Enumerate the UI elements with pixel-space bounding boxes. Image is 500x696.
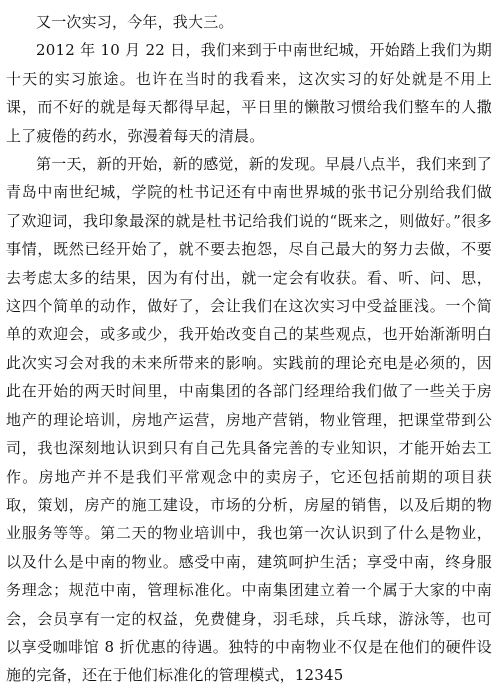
paragraph-arrival: 2012 年 10 月 22 日，我们来到于中南世纪城，开始踏上我们为期十天的实习旅途。也许在当时的我看来，这次实习的好处就是不用上课，而不好的就是每天都得早起，平日里的懒散习惯给我们整车的人撒上了疲倦的药水，弥漫着每天的清晨。 (6, 41, 492, 145)
document-body (6, 8, 492, 690)
paragraph-first-day: 第一天，新的开始，新的感觉，新的发现。早晨八点半，我们来到了青岛中南世纪城，学院的杜书记还有中南世界城的张书记分别给我们做了欢迎词，我印象最深的就是杜书记给我们说的“既来之，则做好。”很多事情，既然已经开始了，就不要去抱怨，尽自己最大的努力去做，不要去考虑太多的结果，因为有付出，就一定会有收获。看、听、问、思，这四个简单的动作，做好了，会让我们在这次实习中受益匪浅。一个简单的欢迎会，或多或少，我开始改变自己的某些观点，也开始渐渐明白此次实习会对我的未来所带来的影响。实践前的理论充电是必须的，因此在开始的两天时间里，中南集团的各部门经理给我们做了一些关于房地产的理论培训，房地产运营，房地产营销，物业管理，把课堂带到公司，我也深刻地认识到只有自己先具备完善的专业知识，才能开始去工作。房地产并不是我们平常观念中的卖房子，它还包括前期的项目获取，策划，房产的施工建设，市场的分析，房屋的销售，以及后期的物业服务等等。第二天的物业培训中，我也第一次认识到了什么是物业，以及什么是中南的物业。感受中南，建筑呵护生活；享受中南，终身服务理念；规范中南，管理标准化。中南集团建立着一个属于大家的中南会，会员享有一定的权益，免费健身，羽毛球，兵乓球，游泳等，也可以享受咖啡馆 8 折优惠的待遇。独特的中南物业不仅是在他们的硬件设施的完备，还在于他们标准化的管理模式，12345 (6, 155, 493, 685)
paragraph-intro: 又一次实习，今年，我大三。 (36, 13, 234, 31)
